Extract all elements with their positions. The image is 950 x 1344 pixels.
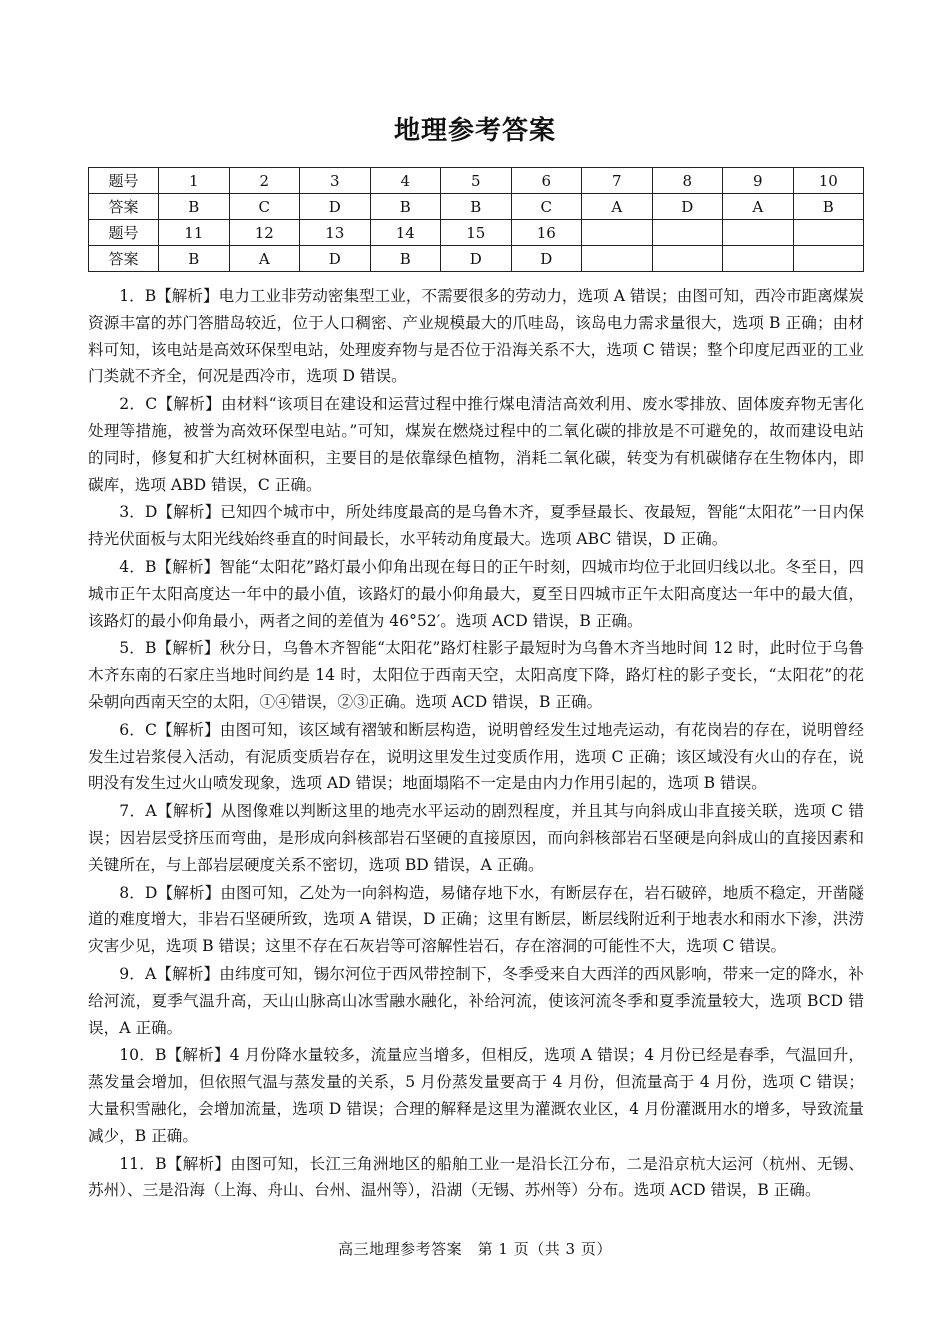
explanation-2: 2．C【解析】由材料“该项目在建设和运营过程中推行煤电清洁高效利用、废水零排放、固体废弃物无害化处理等措施，被誉为高效环保型电站。”可知，煤炭在燃烧过程中的二氧化碳的排放是不可避免的，故而建设电站的同时，修复和扩大红树林面积，主要目的是依靠绿色植物，消耗二氧化碳，转变为有机碳储存在生物体内，即碳库，选项 ABD 错误，C 正确。 (88, 395, 864, 494)
table-cell: 5 (441, 168, 512, 194)
table-cell: B (441, 194, 512, 220)
table-cell: 13 (300, 220, 371, 246)
table-cell: 8 (652, 168, 723, 194)
explanation-6: 6．C【解析】由图可知，该区域有褶皱和断层构造，说明曾经发生过地壳运动，有花岗岩的存在，说明曾经发生过岩浆侵入活动，有泥质变质岩存在，说明这里发生过变质作用，选项 C 正确；该区域没有火山的存在，说明没有发生过火山喷发现象，选项 AD 错误；地面塌陷不一定是由内力作用引起的，选项 B 错误。 (88, 720, 864, 793)
page-title: 地理参考答案 (393, 116, 556, 146)
table-cell: 9 (723, 168, 794, 194)
table-cell: 答案 (89, 246, 159, 272)
table-row (89, 194, 864, 220)
table-cell: 16 (511, 220, 582, 246)
table-cell: 15 (441, 220, 512, 246)
table-cell: 7 (582, 168, 653, 194)
table-cell: 2 (229, 168, 300, 194)
table-cell: A (229, 246, 300, 272)
explanation-1: 1．B【解析】电力工业非劳动密集型工业，不需要很多的劳动力，选项 A 错误；由图可知，西冷市距离煤炭资源丰富的苏门答腊岛较近，位于人口稠密、产业规模最大的爪哇岛，该岛电力需求量很大，选项 B 正确；由材料可知，该电站是高效环保型电站，处理废弃物与是否位于沿海关系不大，选项 C 错误；整个印度尼西亚的工业门类就不齐全，何况是西冷市，选项 D 错误。 (88, 287, 864, 386)
table-cell: C (511, 194, 582, 220)
explanation-3: 3．D【解析】已知四个城市中，所处纬度最高的是乌鲁木齐，夏季昼最长、夜最短，智能“太阳花”一日内保持光伏面板与太阳光线始终垂直的时间最长，水平转动角度最大。选项 ABC 错误，D 正确。 (88, 503, 864, 549)
table-cell (652, 220, 723, 246)
explanation-9: 9．A【解析】由纬度可知，锡尔河位于西风带控制下，冬季受来自大西洋的西风影响，带来一定的降水，补给河流，夏季气温升高，天山山脉高山冰雪融水融化，补给河流，使该河流冬季和夏季流量较大，选项 BCD 错误，A 正确。 (88, 964, 864, 1037)
explanation-10: 10．B【解析】4 月份降水量较多，流量应当增多，但相反，选项 A 错误；4 月份已经是春季，气温回升，蒸发量会增加，但依照气温与蒸发量的关系，5 月份蒸发量要高于 4 月份，但流量高于 4 月份，选项 C 错误；大量积雪融化，会增加流量，选项 D 错误；合理的解释是这里为灌溉农业区，4 月份灌溉用水的增多，导致流量减少，B 正确。 (88, 1046, 864, 1145)
table-cell: 14 (370, 220, 441, 246)
explanations-section (88, 283, 864, 1205)
table-cell (793, 220, 864, 246)
explanation-8: 8．D【解析】由图可知，乙处为一向斜构造，易储存地下水，有断层存在，岩石破碎，地质不稳定，开凿隧道的难度增大，非岩石坚硬所致，选项 A 错误，D 正确；这里有断层，断层线附近利于地表水和雨水下渗，洪涝灾害少见，选项 B 错误；这里不存在石灰岩等可溶解性岩石，存在溶洞的可能性不大，选项 C 错误。 (88, 883, 864, 956)
table-cell: B (793, 194, 864, 220)
table-cell: D (511, 246, 582, 272)
table-cell: B (370, 194, 441, 220)
table-cell (723, 246, 794, 272)
answer-table (88, 167, 864, 272)
explanation-7: 7．A【解析】从图像难以判断这里的地壳水平运动的剧烈程度，并且其与向斜成山非直接关联，选项 C 错误；因岩层受挤压而弯曲，是形成向斜核部岩石坚硬的直接原因，而向斜核部岩石坚硬是向斜成山的直接因素和关键所在，与上部岩层硬度关系不密切，选项 BD 错误，A 正确。 (88, 802, 864, 874)
table-cell: B (159, 194, 230, 220)
table-cell: 3 (300, 168, 371, 194)
answer-table-body (89, 168, 864, 272)
table-cell (652, 246, 723, 272)
explanation-11: 11．B【解析】由图可知，长江三角洲地区的船舶工业一是沿长江分布，二是沿京杭大运河（杭州、无锡、苏州）、三是沿海（上海、舟山、台州、温州等），沿湖（无锡、苏州等）分布。选项 ACD 错误，B 正确。 (88, 1154, 864, 1200)
table-cell: 11 (159, 220, 230, 246)
table-cell: 6 (511, 168, 582, 194)
explanation-5: 5．B【解析】秋分日，乌鲁木齐智能“太阳花”路灯柱影子最短时为乌鲁木齐当地时间 12 时，此时位于乌鲁木齐东南的石家庄当地时间约是 14 时，太阳位于西南天空，太阳高度下降，路灯柱的影子变长，“太阳花”的花朵朝向西南天空的太阳，①④错误，②③正确。选项 ACD 错误，B 正确。 (88, 639, 864, 711)
table-cell: D (441, 246, 512, 272)
table-row (89, 246, 864, 272)
table-row (89, 220, 864, 246)
table-cell: B (370, 246, 441, 272)
table-cell: A (582, 194, 653, 220)
table-cell: C (229, 194, 300, 220)
explanation-4: 4．B【解析】智能“太阳花”路灯最小仰角出现在每日的正午时刻，四城市均位于北回归线以北。冬至日，四城市正午太阳高度达一年中的最小值，该路灯的最小仰角最大，夏至日四城市正午太阳高度达一年中的最大值，该路灯的最小仰角最小，两者之间的差值为 46°52′。选项 ACD 错误，B 正确。 (88, 557, 864, 630)
table-cell: 题号 (89, 168, 159, 194)
table-cell: 10 (793, 168, 864, 194)
table-cell (582, 246, 653, 272)
table-cell (793, 246, 864, 272)
table-cell: D (652, 194, 723, 220)
table-cell (582, 220, 653, 246)
table-cell: 1 (159, 168, 230, 194)
table-cell: 题号 (89, 220, 159, 246)
page-footer: 高三地理参考答案 第 1 页（共 3 页） (338, 1240, 612, 1258)
table-cell: 12 (229, 220, 300, 246)
table-row (89, 168, 864, 194)
table-cell: D (300, 246, 371, 272)
table-cell: A (723, 194, 794, 220)
table-cell (723, 220, 794, 246)
table-cell: 4 (370, 168, 441, 194)
table-cell: 答案 (89, 194, 159, 220)
table-cell: B (159, 246, 230, 272)
table-cell: D (300, 194, 371, 220)
